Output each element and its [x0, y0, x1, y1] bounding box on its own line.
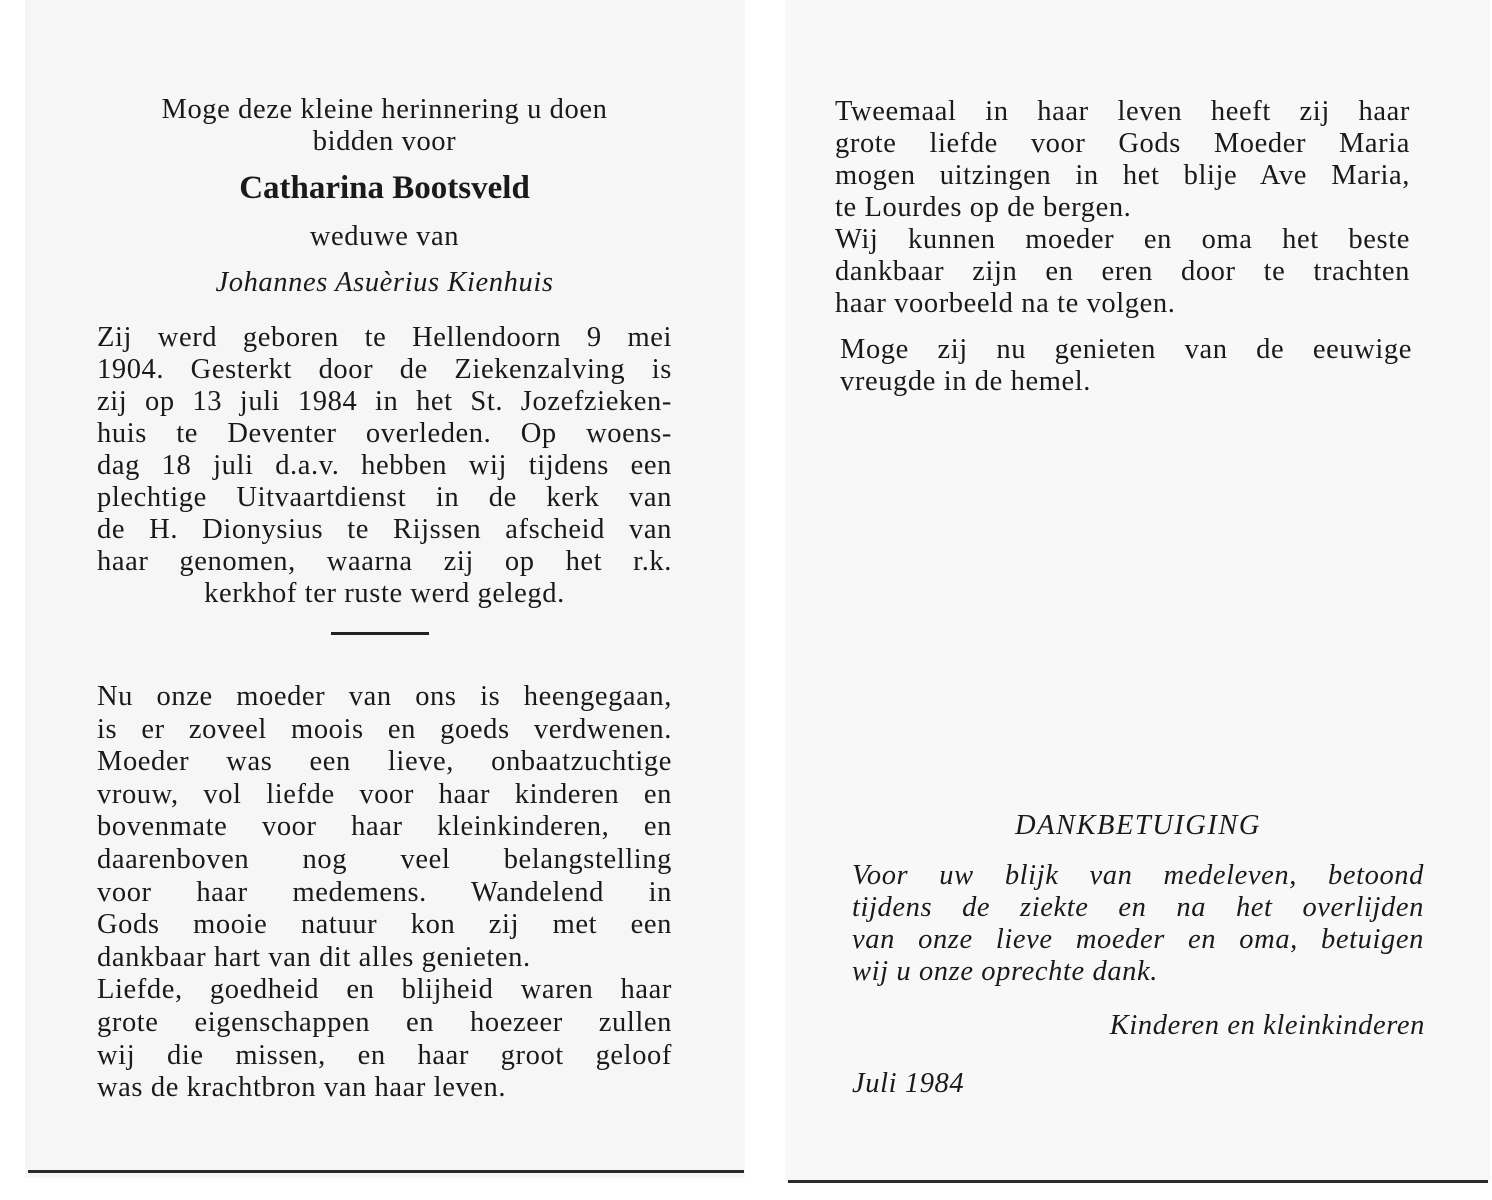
tribute-line: bovenmate voor haar kleinkinderen, en: [97, 811, 672, 843]
divider-rule: [331, 632, 429, 635]
wish-line: vreugde in de hemel.: [840, 366, 1091, 397]
left-card-bottom-edge: [28, 1170, 744, 1173]
biography-line: Zij werd geboren te Hellendoorn 9 mei: [97, 322, 672, 353]
intro-line: bidden voor: [312, 126, 457, 157]
tribute-line: Nu onze moeder van ons is heengegaan,: [97, 681, 672, 712]
signature: Kinderen en kleinkinderen: [1109, 1010, 1425, 1041]
thanks-line: tijdens de ziekte en na het overlijden: [852, 892, 1424, 923]
remembrance-line: grote liefde voor Gods Moeder Maria: [835, 128, 1410, 159]
thanks-line: wij u onze oprechte dank.: [852, 956, 1159, 987]
tribute-line: dankbaar hart van dit alles genieten.: [97, 941, 531, 973]
widow-of-label: weduwe van: [309, 221, 460, 252]
right-card-bottom-edge: [788, 1180, 1488, 1183]
thanks-line: van onze lieve moeder en oma, betuigen: [852, 924, 1424, 955]
biography-line: huis te Deventer overleden. Op woens-: [97, 418, 672, 449]
tribute-line: is er zoveel moois en goeds verdwenen.: [97, 713, 672, 745]
biography-line: 1904. Gesterkt door de Ziekenzalving is: [97, 354, 672, 385]
remembrance-line: mogen uitzingen in het blije Ave Maria,: [835, 160, 1410, 191]
biography-line: kerkhof ter ruste werd gelegd.: [204, 578, 565, 609]
biography-line: plechtige Uitvaartdienst in de kerk van: [97, 482, 672, 513]
wish-line: Moge zij nu genieten van de eeuwige: [840, 334, 1412, 365]
tribute-line: daarenboven nog veel belangstelling: [97, 844, 672, 875]
remembrance-line: te Lourdes op de bergen.: [835, 192, 1132, 223]
remembrance-line: Wij kunnen moeder en oma het beste: [835, 224, 1410, 255]
thanks-line: Voor uw blijk van medeleven, betoond: [852, 860, 1424, 891]
intro-line: Moge deze kleine herinnering u doen: [161, 94, 608, 125]
thanks-heading: DANKBETUIGING: [1015, 810, 1261, 841]
remembrance-line: dankbaar zijn en eren door te trachten: [835, 256, 1410, 287]
tribute-line: voor haar medemens. Wandelend in: [97, 876, 672, 908]
biography-line: zij op 13 juli 1984 in het St. Jozefzieken-: [97, 386, 672, 417]
tribute-line: Moeder was een lieve, onbaatzuchtige: [97, 746, 672, 778]
tribute-line: vrouw, vol liefde voor haar kinderen en: [97, 778, 672, 810]
tribute-line: Gods mooie natuur kon zij met een: [97, 909, 672, 941]
tribute-line: grote eigenschappen en hoezeer zullen: [97, 1007, 672, 1038]
deceased-name: Catharina Bootsveld: [239, 170, 530, 206]
tribute-line: Liefde, goedheid en blijheid waren haar: [97, 974, 672, 1006]
biography-line: dag 18 juli d.a.v. hebben wij tijdens een: [97, 450, 672, 481]
card-date: Juli 1984: [852, 1068, 965, 1099]
biography-line: de H. Dionysius te Rijssen afscheid van: [97, 514, 672, 545]
tribute-line: wij die missen, en haar groot geloof: [97, 1039, 672, 1071]
tribute-line: was de krachtbron van haar leven.: [97, 1072, 507, 1104]
spouse-name: Johannes Asuèrius Kienhuis: [215, 267, 554, 298]
remembrance-line: Tweemaal in haar leven heeft zij haar: [835, 96, 1410, 127]
remembrance-line: haar voorbeeld na te volgen.: [835, 288, 1176, 319]
biography-line: haar genomen, waarna zij op het r.k.: [97, 546, 672, 577]
